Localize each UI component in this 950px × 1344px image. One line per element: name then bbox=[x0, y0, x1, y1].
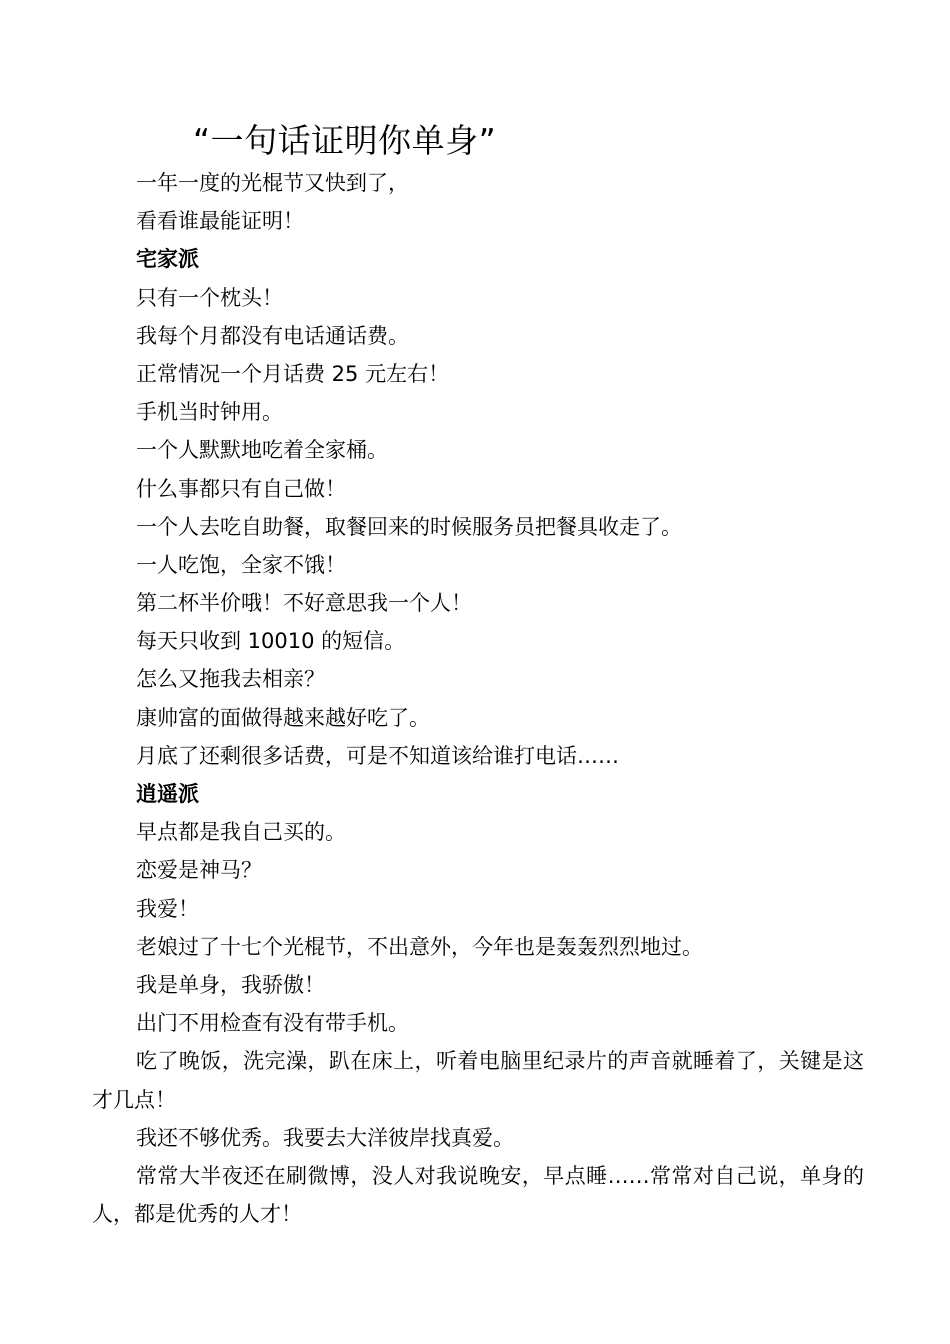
list-item: 老娘过了十七个光棍节，不出意外，今年也是轰轰烈烈地过。 bbox=[136, 934, 703, 959]
list-item: 早点都是我自己买的。 bbox=[136, 820, 346, 845]
section-heading-xiaoyao: 逍遥派 bbox=[136, 782, 199, 806]
list-item: 正常情况一个月话费 25 元左右！ bbox=[136, 361, 450, 386]
list-item: 恋爱是神马？ bbox=[136, 858, 262, 883]
list-item: 一人吃饱，全家不饿！ bbox=[136, 552, 346, 577]
list-item: 我是单身，我骄傲！ bbox=[136, 972, 325, 997]
section-heading-zhaijia: 宅家派 bbox=[136, 247, 199, 272]
list-item: 出门不用检查有没有带手机。 bbox=[136, 1011, 409, 1036]
list-item: 康帅富的面做得越来越好吃了。 bbox=[136, 705, 430, 730]
list-item: 一个人默默地吃着全家桶。 bbox=[136, 438, 388, 463]
list-item: 月底了还剩很多话费，可是不知道该给谁打电话…… bbox=[136, 743, 619, 768]
list-item: 怎么又拖我去相亲？ bbox=[136, 667, 325, 692]
list-item: 什么事都只有自己做！ bbox=[136, 476, 346, 501]
intro-line: 一年一度的光棍节又快到了， bbox=[136, 171, 409, 195]
paragraph: 吃了晚饭，洗完澡，趴在床上，听着电脑里纪录片的声音就睡着了，关键是这才几点！ bbox=[92, 1049, 864, 1112]
document-body bbox=[92, 164, 864, 1233]
list-item: 每天只收到 10010 的短信。 bbox=[136, 629, 406, 654]
list-item: 我爱！ bbox=[136, 896, 199, 921]
list-item: 一个人去吃自助餐，取餐回来的时候服务员把餐具收走了。 bbox=[136, 514, 682, 539]
document-title: “一句话证明你单身” bbox=[193, 121, 497, 160]
intro-line: 看看谁最能证明！ bbox=[136, 209, 304, 234]
list-item: 我每个月都没有电话通话费。 bbox=[136, 323, 409, 348]
list-item: 第二杯半价哦！不好意思我一个人！ bbox=[136, 591, 472, 616]
paragraph: 常常大半夜还在刷微博，没人对我说晚安，早点睡……常常对自己说，单身的人，都是优秀的人才！ bbox=[92, 1163, 864, 1227]
list-item: 只有一个枕头！ bbox=[136, 285, 283, 310]
list-item: 手机当时钟用。 bbox=[136, 400, 283, 425]
paragraph: 我还不够优秀。我要去大洋彼岸找真爱。 bbox=[136, 1125, 514, 1150]
